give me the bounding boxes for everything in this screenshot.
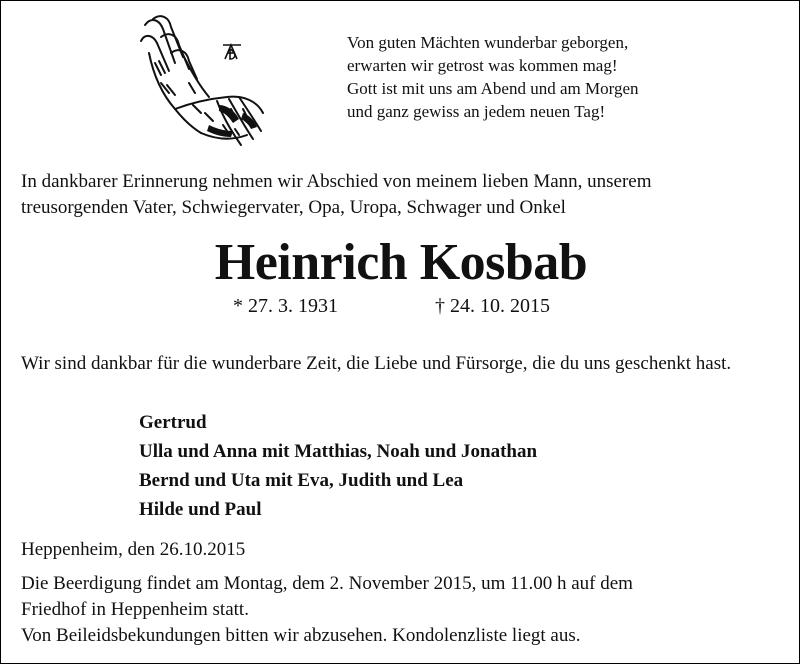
funeral-line: Friedhof in Heppenheim statt.	[21, 599, 249, 620]
funeral-line: Die Beerdigung findet am Montag, dem 2. November 2015, um 11.00 h auf dem	[21, 573, 633, 594]
funeral-info	[21, 571, 633, 649]
place-date: Heppenheim, den 26.10.2015	[21, 539, 246, 560]
intro-text	[21, 169, 652, 221]
poem-line: Von guten Mächten wunderbar geborgen,	[347, 33, 629, 52]
poem	[347, 31, 639, 123]
family-member: Hilde und Paul	[139, 499, 262, 520]
family-member: Ulla und Anna mit Matthias, Noah und Jonathan	[139, 441, 538, 462]
intro-line: In dankbarer Erinnerung nehmen wir Abschied von meinem lieben Mann, unserem	[21, 171, 652, 192]
poem-line: Gott ist mit uns am Abend und am Morgen	[347, 79, 639, 98]
deceased-name: Heinrich Kosbab	[214, 234, 588, 291]
family-member: Bernd und Uta mit Eva, Judith und Lea	[139, 470, 464, 491]
poem-line: erwarten wir getrost was kommen mag!	[347, 56, 618, 75]
intro-line: treusorgenden Vater, Schwiegervater, Opa, Uropa, Schwager und Onkel	[21, 197, 566, 218]
praying-hands-icon	[131, 13, 271, 159]
funeral-line: Von Beileidsbekundungen bitten wir abzusehen. Kondolenzliste liegt aus.	[21, 625, 581, 646]
family-list	[139, 408, 537, 524]
death-date: † 24. 10. 2015	[435, 295, 550, 317]
birth-date: * 27. 3. 1931	[233, 295, 338, 317]
gratitude-text: Wir sind dankbar für die wunderbare Zeit, die Liebe und Fürsorge, die du uns geschenkt hast.	[21, 353, 732, 374]
poem-line: und ganz gewiss an jedem neuen Tag!	[347, 102, 606, 121]
monogram-icon	[223, 45, 241, 59]
family-member: Gertrud	[139, 412, 207, 433]
